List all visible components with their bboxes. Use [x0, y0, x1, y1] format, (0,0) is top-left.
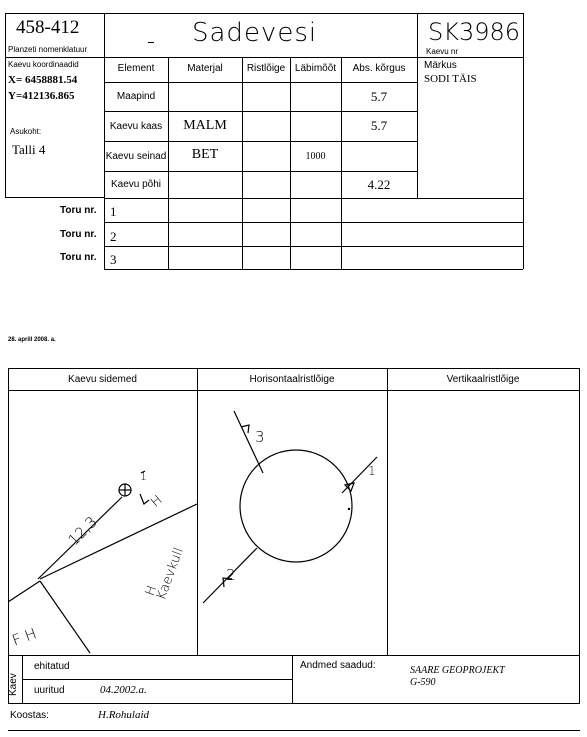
- sketch-mark: 1: [140, 470, 147, 483]
- location-value: Talli 4: [12, 142, 46, 157]
- row-element: Maapind: [116, 91, 156, 102]
- row-material: MALM: [183, 118, 227, 133]
- pipe-label: Toru nr.: [60, 229, 97, 240]
- pipe1-label: 1: [368, 464, 376, 478]
- author-label: Koostas:: [10, 710, 49, 721]
- nomenclature-label: Planzeti nomenklatuur: [8, 45, 88, 54]
- row-diameter: 1000: [305, 150, 326, 162]
- surveyed-label: uuritud: [34, 685, 65, 696]
- col-abs-height: Abs. kõrgus: [352, 62, 406, 74]
- title-dash: [148, 42, 154, 43]
- col-connections: Kaevu sidemed: [68, 373, 137, 385]
- sketch-corner-label: F H: [9, 624, 40, 650]
- col-vertical-section: Vertikaalristlõige: [446, 373, 520, 385]
- col-material: Materjal: [187, 62, 223, 74]
- coord-x: X= 6458881.54: [8, 74, 78, 86]
- well-number-label: Kaevu nr: [426, 47, 459, 56]
- pipe3-label: 3: [255, 428, 265, 446]
- col-horizontal-section: Horisontaalristlõige: [249, 373, 335, 385]
- well-number: SK3986: [428, 18, 521, 46]
- form-title: Sadevesi: [192, 18, 318, 48]
- remarks-label: Märkus: [424, 60, 457, 71]
- surveyed-value: 04.2002.a.: [100, 684, 147, 696]
- date-line: 28. aprill 2008. a.: [8, 337, 56, 343]
- side-label: Kaev: [8, 673, 19, 696]
- col-cross-section: Ristlõige: [246, 62, 286, 74]
- row-material: BET: [191, 147, 219, 162]
- col-diameter: Läbimõõt: [294, 62, 337, 74]
- sketch-distance: 12,3: [64, 512, 101, 550]
- row-height: 4.22: [367, 176, 391, 192]
- row-element: Kaevu kaas: [109, 120, 163, 132]
- remarks-value: SODI TÄIS: [424, 73, 477, 85]
- pipe-label: Toru nr.: [60, 252, 97, 263]
- row-element: Kaevu põhi: [110, 179, 162, 190]
- row-height: 5.7: [370, 88, 388, 104]
- sketch-building-label: H Kaevkull: [142, 545, 187, 603]
- location-label: Asukoht:: [10, 127, 42, 136]
- data-source-code: G-590: [410, 677, 436, 688]
- pipe-number: 3: [110, 252, 117, 267]
- coords-label: Kaevu koordinaadid: [8, 60, 79, 69]
- row-height: 5.7: [370, 118, 388, 133]
- coord-y: Y=412136.865: [8, 90, 75, 102]
- horizontal-section-sketch: [197, 391, 387, 655]
- data-source-value: SAARE GEOPROJEKT: [410, 665, 505, 676]
- built-label: ehitatud: [34, 661, 70, 672]
- author-value: H.Rohulaid: [98, 709, 150, 721]
- pipe2-label: 2: [226, 566, 236, 584]
- pipe-number: 1: [110, 204, 117, 219]
- sketch-house-letter: H: [148, 492, 166, 511]
- nomenclature-number: 458-412: [16, 17, 80, 38]
- pipe-number: 2: [110, 229, 117, 244]
- row-element: Kaevu seinad: [105, 150, 167, 162]
- data-source-label: Andmed saadud:: [300, 660, 376, 671]
- connections-sketch: [8, 391, 197, 655]
- col-element: Element: [117, 62, 155, 74]
- pipe-label: Toru nr.: [60, 205, 97, 216]
